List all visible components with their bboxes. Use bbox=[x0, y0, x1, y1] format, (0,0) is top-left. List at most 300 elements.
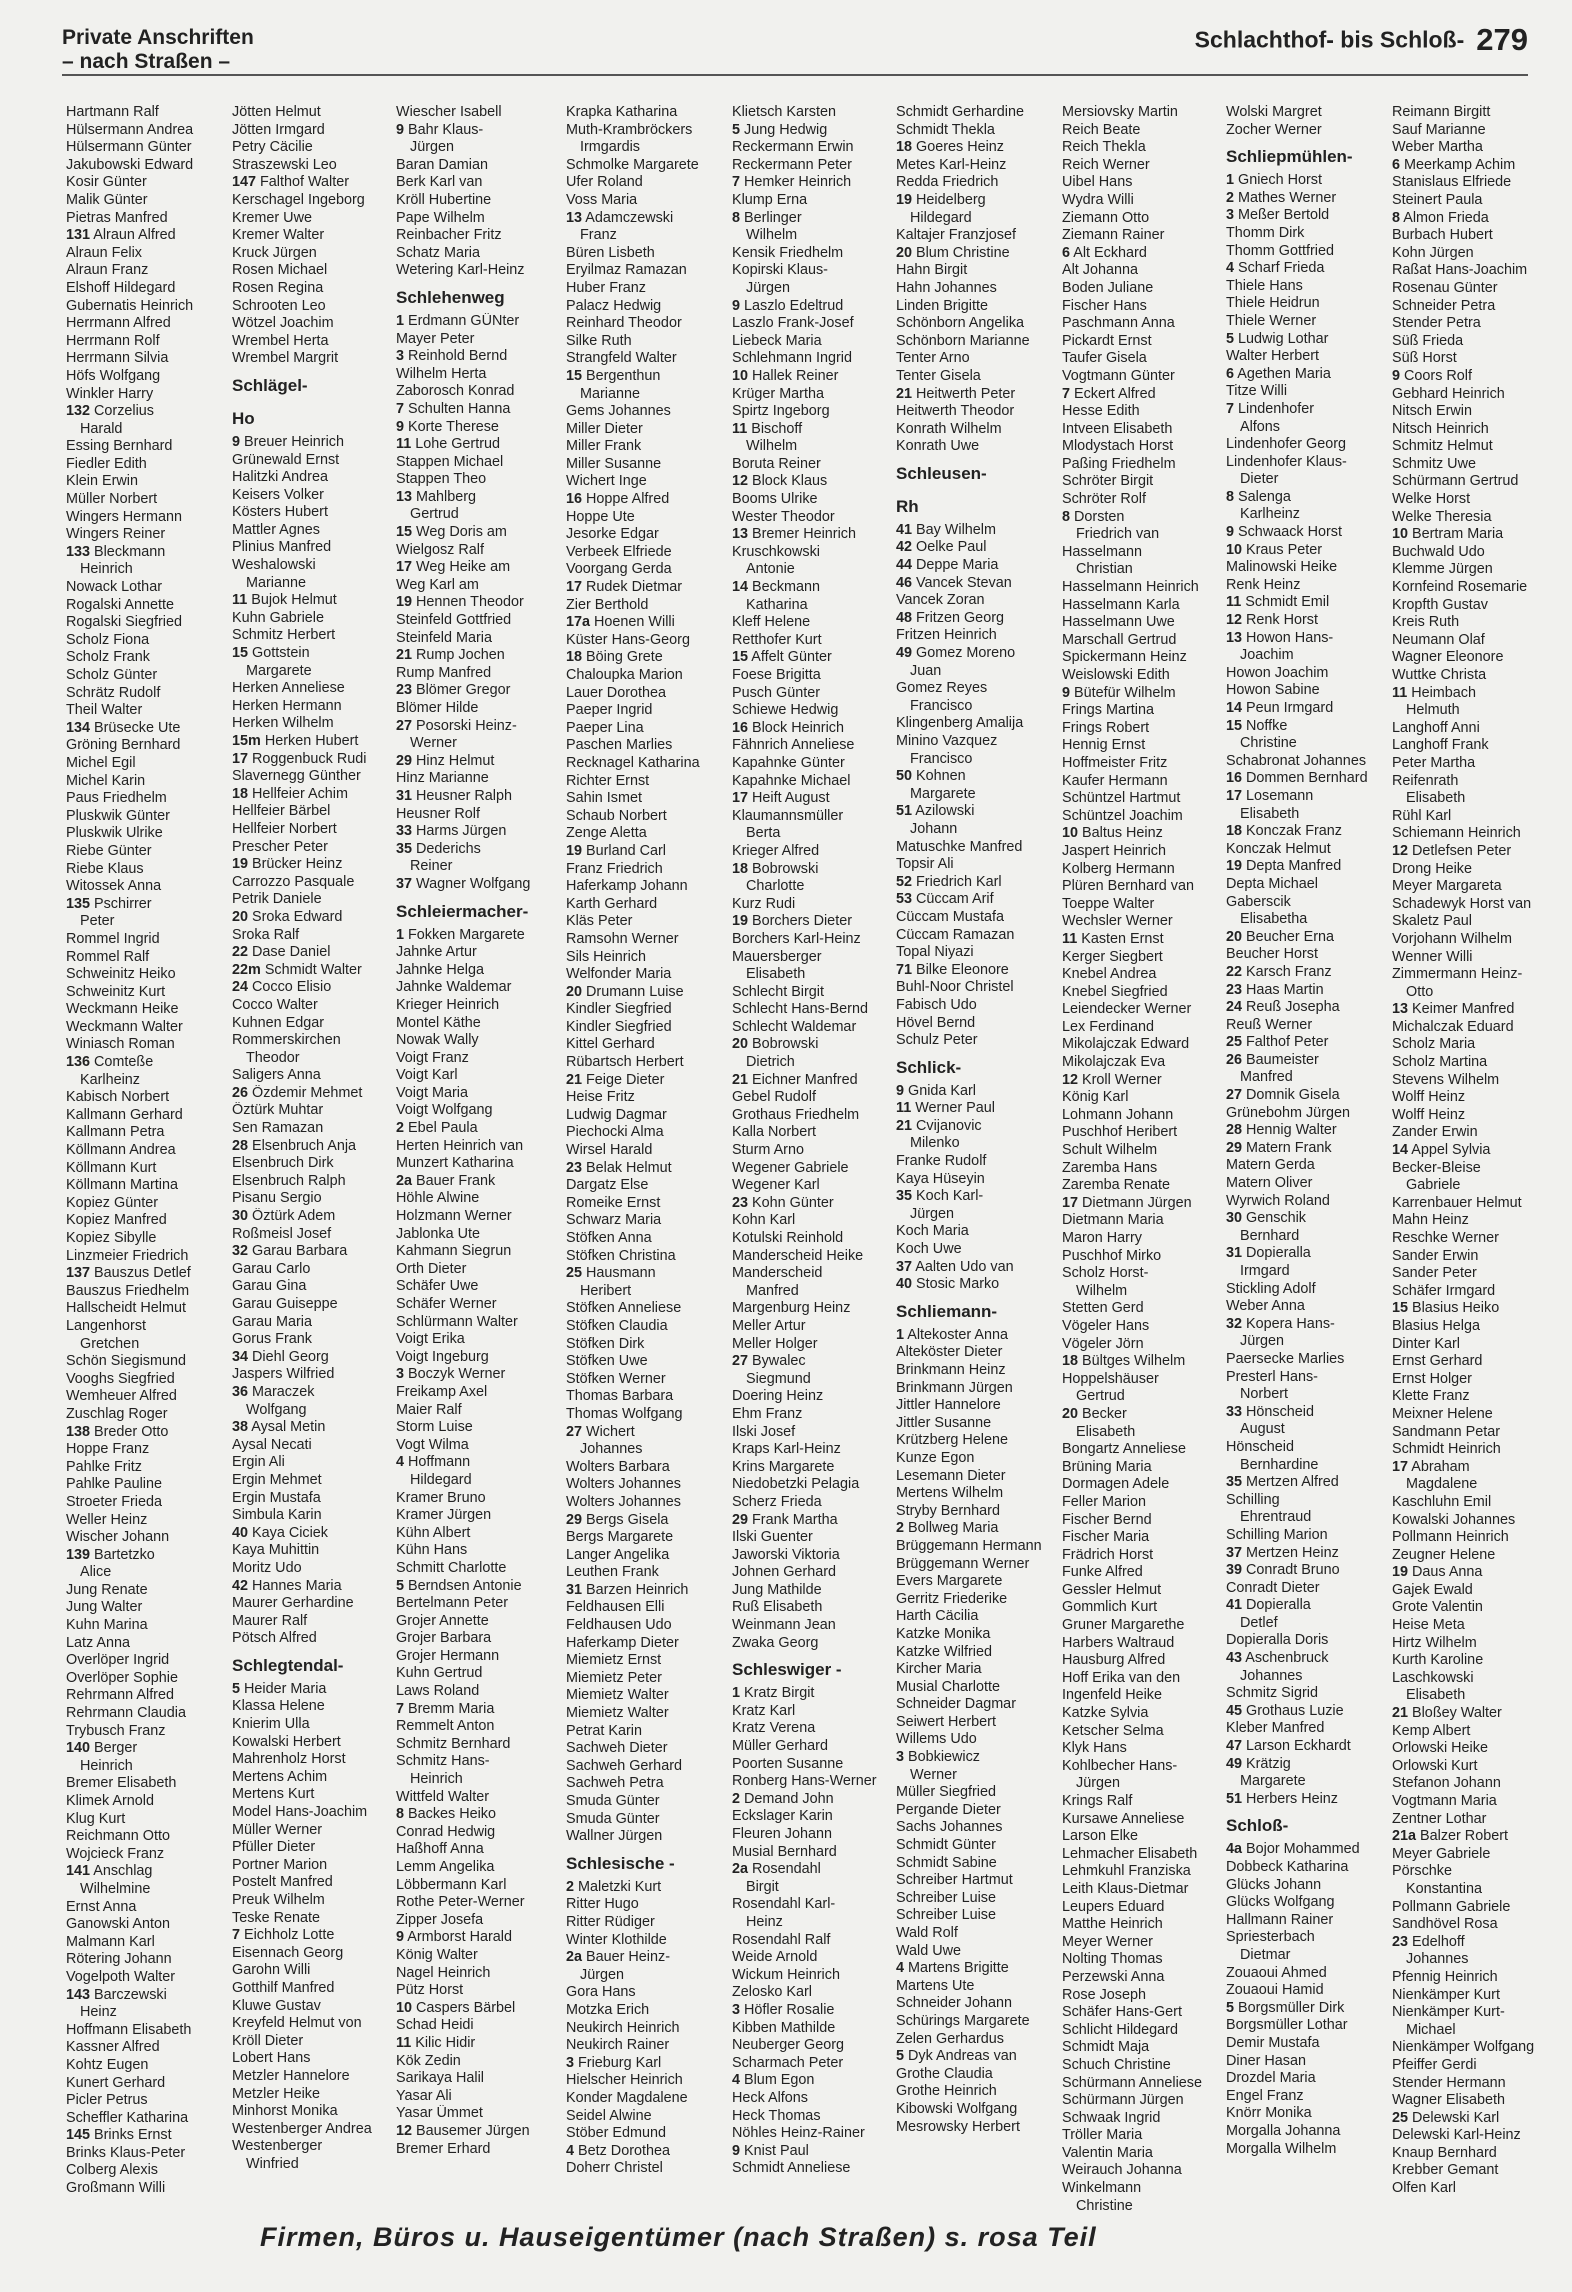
resident-entry bbox=[1392, 1723, 1536, 1741]
resident-name: Bremer Heinrich bbox=[752, 526, 856, 543]
resident-name: Garau Guiseppe bbox=[232, 1296, 338, 1312]
resident-entry bbox=[1392, 2145, 1536, 2163]
resident-entry bbox=[732, 1142, 892, 1160]
resident-entry bbox=[896, 2031, 1056, 2049]
resident-name: Winiasch Roman bbox=[66, 1036, 175, 1053]
resident-name: Aalten Udo van bbox=[915, 1258, 1014, 1275]
resident-entry bbox=[1392, 2039, 1536, 2057]
house-number: 8 bbox=[1392, 209, 1401, 226]
resident-entry bbox=[566, 1793, 726, 1811]
resident-entry bbox=[232, 1226, 392, 1244]
resident-name: Scholz Martina bbox=[1392, 1054, 1488, 1071]
resident-name: Gretchen bbox=[80, 1335, 140, 1352]
resident-entry bbox=[732, 1300, 892, 1318]
resident-name: Petry Cäcilie bbox=[232, 139, 313, 156]
resident-name: Simbula Karin bbox=[232, 1507, 322, 1524]
resident-name: Pschirrer bbox=[94, 895, 152, 912]
resident-name: Stryby Bernhard bbox=[896, 1502, 1000, 1519]
resident-entry bbox=[566, 2143, 726, 2161]
resident-name: Bergs Margarete bbox=[566, 1529, 674, 1546]
resident-entry bbox=[732, 2160, 892, 2178]
resident-entry bbox=[896, 350, 1056, 368]
resident-entry bbox=[66, 861, 226, 879]
resident-entry bbox=[1226, 1841, 1386, 1859]
resident-name: Dopieralla Doris bbox=[1226, 1632, 1329, 1649]
resident-name: Knebel Siegfried bbox=[1062, 983, 1168, 1000]
resident-name: Hoppe Franz bbox=[66, 1441, 150, 1458]
resident-name: Neuberger Georg bbox=[732, 2037, 844, 2054]
resident-entry bbox=[232, 1734, 392, 1752]
resident-name: Fleuren Johann bbox=[732, 1826, 833, 1842]
resident-name: Dobbeck Katharina bbox=[1226, 1859, 1349, 1875]
resident-entry bbox=[1226, 1650, 1386, 1668]
resident-name: Glücks Wolfgang bbox=[1226, 1894, 1335, 1911]
resident-name: Ergin Mehmet bbox=[232, 1471, 322, 1488]
resident-name: Musial Charlotte bbox=[896, 1678, 1000, 1695]
resident-entry bbox=[896, 1415, 1056, 1433]
resident-entry bbox=[1392, 1617, 1536, 1635]
resident-name: Halitzki Andrea bbox=[232, 469, 328, 486]
resident-name: Meyer Gabriele bbox=[1392, 1845, 1491, 1862]
house-number: 16 bbox=[1226, 770, 1243, 787]
resident-entry bbox=[566, 1758, 726, 1776]
resident-entry bbox=[732, 104, 892, 122]
resident-name: Petrik Daniele bbox=[232, 891, 322, 908]
resident-name: Sroka Edward bbox=[252, 908, 343, 925]
resident-name: Slavernegg Günther bbox=[232, 768, 361, 785]
resident-name: Franz bbox=[580, 227, 617, 244]
resident-entry bbox=[1062, 1987, 1222, 2005]
resident-entry bbox=[1392, 843, 1536, 861]
resident-name: Thomas Wolfgang bbox=[566, 1405, 683, 1422]
resident-name: Picler Petrus bbox=[66, 2092, 148, 2109]
resident-name: Haferkamp Dieter bbox=[566, 1634, 679, 1651]
resident-entry bbox=[896, 1784, 1056, 1802]
resident-entry bbox=[1392, 122, 1536, 140]
resident-entry bbox=[66, 157, 226, 175]
resident-entry bbox=[566, 1230, 726, 1248]
resident-entry bbox=[566, 491, 726, 509]
resident-name: Dopieralla bbox=[1246, 1597, 1311, 1614]
resident-name: Schlecht Hans-Bernd bbox=[732, 1001, 868, 1018]
resident-name: Schlürmann Walter bbox=[396, 1313, 518, 1330]
resident-entry bbox=[566, 702, 726, 720]
resident-entry bbox=[732, 1967, 892, 1985]
resident-name: Brinks Klaus-Peter bbox=[66, 2144, 186, 2161]
house-number: 37 bbox=[1226, 1544, 1243, 1561]
resident-name: Feller Marion bbox=[1062, 1493, 1146, 1510]
resident-entry bbox=[1226, 366, 1386, 384]
resident-name: Muth-Krambröckers bbox=[566, 121, 693, 138]
resident-name: Heinz bbox=[80, 2004, 117, 2021]
resident-entry bbox=[66, 1195, 226, 1213]
resident-entry bbox=[1062, 1177, 1222, 1195]
resident-name: Schmidt Anneliese bbox=[732, 2160, 851, 2177]
resident-entry bbox=[566, 2160, 726, 2178]
resident-name: Katzke Monika bbox=[896, 1625, 991, 1642]
resident-entry bbox=[1226, 2053, 1386, 2071]
resident-name: Wilhelmine bbox=[80, 1880, 151, 1897]
resident-entry bbox=[396, 122, 556, 140]
resident-name: Laschkowski bbox=[1392, 1669, 1474, 1686]
resident-entry bbox=[1226, 260, 1386, 278]
resident-name: Schröter Birgit bbox=[1062, 473, 1154, 490]
resident-name: Hellfeier Bärbel bbox=[232, 803, 331, 820]
resident-name: Grothe Heinrich bbox=[896, 2083, 997, 2100]
house-number: 23 bbox=[396, 682, 413, 699]
resident-name: Grojer Barbara bbox=[396, 1630, 492, 1647]
resident-entry bbox=[66, 315, 226, 333]
resident-name: Klingenberg Amalija bbox=[896, 715, 1024, 732]
house-number: 15 bbox=[1226, 717, 1243, 734]
resident-entry bbox=[1062, 790, 1222, 808]
resident-name: Cüccam Arif bbox=[916, 891, 994, 908]
resident-name: Block Heinrich bbox=[752, 719, 844, 736]
resident-entry bbox=[566, 561, 726, 579]
resident-entry bbox=[232, 1120, 392, 1138]
resident-entry bbox=[232, 1910, 392, 1928]
resident-entry bbox=[66, 1160, 226, 1178]
resident-name: Doherr Christel bbox=[566, 2160, 663, 2177]
resident-name: Schmidt Walter bbox=[264, 961, 362, 978]
resident-entry bbox=[66, 298, 226, 316]
resident-name: Hildegard bbox=[410, 1471, 472, 1488]
resident-entry bbox=[232, 680, 392, 698]
resident-name: Schüntzel Hartmut bbox=[1062, 790, 1181, 807]
resident-name: Blasius Heiko bbox=[1412, 1300, 1500, 1317]
resident-name: Wilhelm bbox=[746, 438, 798, 455]
resident-entry bbox=[1062, 456, 1222, 474]
name-continuation bbox=[396, 735, 556, 753]
resident-name: Kalla Norbert bbox=[732, 1124, 816, 1141]
resident-name: Lindenhofer Georg bbox=[1226, 436, 1347, 453]
resident-entry bbox=[1392, 931, 1536, 949]
resident-entry bbox=[1062, 966, 1222, 984]
house-number: 143 bbox=[66, 1986, 91, 2003]
name-continuation bbox=[1226, 647, 1386, 665]
resident-name: Weg Heike am bbox=[416, 559, 511, 576]
resident-entry bbox=[396, 1806, 556, 1824]
resident-entry bbox=[896, 522, 1056, 540]
resident-entry bbox=[1226, 1140, 1386, 1158]
resident-name: Musial Bernhard bbox=[732, 1843, 837, 1860]
house-number: 13 bbox=[396, 488, 413, 505]
resident-entry bbox=[566, 1512, 726, 1530]
resident-name: Reinhard Theodor bbox=[566, 315, 682, 332]
resident-entry bbox=[896, 733, 1056, 751]
resident-name: Borchers Dieter bbox=[752, 913, 852, 930]
resident-entry bbox=[896, 1397, 1056, 1415]
resident-name: Evers Margarete bbox=[896, 1573, 1003, 1590]
resident-entry bbox=[566, 1212, 726, 1230]
resident-name: Brüning Maria bbox=[1062, 1458, 1152, 1475]
house-number: 40 bbox=[896, 1276, 913, 1293]
resident-entry bbox=[732, 913, 892, 931]
resident-name: Bay Wilhelm bbox=[916, 521, 996, 538]
resident-entry bbox=[1226, 1685, 1386, 1703]
resident-entry bbox=[896, 1259, 1056, 1277]
resident-entry bbox=[566, 2020, 726, 2038]
resident-entry bbox=[896, 1661, 1056, 1679]
house-number: 3 bbox=[396, 348, 405, 365]
resident-name: Karsch Franz bbox=[1246, 963, 1332, 980]
resident-name: Fähnrich Anneliese bbox=[732, 737, 855, 754]
resident-name: Stender Hermann bbox=[1392, 2074, 1506, 2091]
resident-name: Ernst Gerhard bbox=[1392, 1353, 1483, 1370]
resident-entry bbox=[66, 438, 226, 456]
resident-name: Hoffmann bbox=[408, 1454, 471, 1471]
resident-name: Koch Maria bbox=[896, 1223, 969, 1240]
resident-entry bbox=[732, 1791, 892, 1809]
resident-name: Hülsermann Günter bbox=[66, 139, 192, 156]
resident-name: Paßing Friedhelm bbox=[1062, 455, 1176, 472]
resident-name: Konczak Helmut bbox=[1226, 840, 1331, 857]
resident-name: Stroeter Frieda bbox=[66, 1493, 162, 1510]
resident-entry bbox=[1062, 1687, 1222, 1705]
resident-name: Yasar Ali bbox=[396, 2087, 452, 2104]
resident-entry bbox=[396, 1437, 556, 1455]
resident-entry bbox=[732, 192, 892, 210]
resident-name: Scheffler Katharina bbox=[66, 2109, 189, 2126]
resident-name: Süß Horst bbox=[1392, 350, 1457, 367]
resident-name: Recknagel Katharina bbox=[566, 754, 700, 771]
resident-name: Borgsmüller Lothar bbox=[1226, 2017, 1348, 2034]
resident-name: Kunert Gerhard bbox=[66, 2074, 166, 2091]
house-number: 140 bbox=[66, 1740, 91, 1757]
resident-name: Peun Irmgard bbox=[1246, 700, 1334, 716]
house-number: 9 bbox=[1392, 367, 1401, 384]
resident-name: Miemietz Walter bbox=[566, 1705, 669, 1722]
resident-name: Hallmann Rainer bbox=[1226, 1911, 1334, 1928]
resident-name: Diner Hasan bbox=[1226, 2052, 1306, 2069]
resident-entry bbox=[732, 984, 892, 1002]
resident-entry bbox=[1392, 315, 1536, 333]
resident-entry bbox=[566, 1811, 726, 1829]
resident-name: Koch Uwe bbox=[896, 1241, 962, 1258]
resident-entry bbox=[1226, 999, 1386, 1017]
resident-name: Gröning Bernhard bbox=[66, 737, 181, 754]
resident-entry bbox=[1226, 1122, 1386, 1140]
resident-name: Metzler Heike bbox=[232, 2085, 320, 2102]
resident-name: Rommel Ingrid bbox=[66, 930, 160, 947]
directory-column bbox=[1226, 104, 1386, 2158]
resident-entry bbox=[566, 1582, 726, 1600]
resident-entry bbox=[1392, 1195, 1536, 1213]
resident-name: Bauszus Detlef bbox=[94, 1265, 191, 1282]
house-number: 138 bbox=[66, 1423, 91, 1440]
resident-name: Linzmeier Friedrich bbox=[66, 1247, 189, 1264]
resident-entry bbox=[566, 1177, 726, 1195]
house-number: 137 bbox=[66, 1265, 91, 1282]
resident-name: Elisabetha bbox=[1240, 911, 1308, 928]
resident-entry bbox=[396, 383, 556, 401]
resident-entry bbox=[1392, 1652, 1536, 1670]
resident-name: Meller Artur bbox=[732, 1317, 806, 1334]
resident-entry bbox=[1062, 1547, 1222, 1565]
resident-name: Demand John bbox=[744, 1790, 834, 1807]
resident-entry bbox=[1062, 649, 1222, 667]
resident-name: Diehl Georg bbox=[252, 1348, 329, 1365]
resident-entry bbox=[1062, 2127, 1222, 2145]
resident-name: Kapahnke Günter bbox=[732, 754, 845, 771]
resident-entry bbox=[232, 1892, 392, 1910]
resident-name: Weinmann Jean bbox=[732, 1617, 836, 1634]
resident-entry bbox=[896, 1819, 1056, 1837]
name-continuation bbox=[566, 227, 726, 245]
resident-name: Rose Joseph bbox=[1062, 1986, 1146, 2003]
resident-entry bbox=[896, 262, 1056, 280]
resident-entry bbox=[566, 931, 726, 949]
resident-entry bbox=[566, 1740, 726, 1758]
resident-name: Wötzel Joachim bbox=[232, 315, 334, 332]
resident-name: Elsenbruch Anja bbox=[252, 1137, 357, 1154]
resident-name: Weg Karl am bbox=[396, 576, 479, 593]
resident-name: Reuß Werner bbox=[1226, 1016, 1313, 1033]
resident-entry bbox=[396, 997, 556, 1015]
resident-entry bbox=[1392, 509, 1536, 527]
resident-entry bbox=[1062, 1758, 1222, 1776]
resident-entry bbox=[396, 753, 556, 771]
house-number: 16 bbox=[732, 719, 749, 736]
house-number: 10 bbox=[1392, 526, 1409, 543]
resident-name: Posorski Heinz- bbox=[416, 717, 517, 734]
resident-name: Manfred bbox=[1240, 1069, 1293, 1086]
resident-entry bbox=[732, 315, 892, 333]
resident-entry bbox=[396, 1155, 556, 1173]
street-heading: Schloß- bbox=[1226, 1816, 1289, 1836]
resident-name: Schult Wilhelm bbox=[1062, 1142, 1158, 1159]
resident-entry bbox=[566, 2002, 726, 2020]
resident-entry bbox=[1062, 913, 1222, 931]
resident-entry bbox=[1062, 157, 1222, 175]
resident-name: Dietmann Jürgen bbox=[1082, 1194, 1192, 1211]
name-continuation bbox=[66, 421, 226, 439]
resident-entry bbox=[1392, 139, 1536, 157]
resident-entry bbox=[1392, 1054, 1536, 1072]
resident-entry bbox=[896, 2066, 1056, 2084]
resident-entry bbox=[232, 1578, 392, 1596]
resident-entry bbox=[396, 1701, 556, 1719]
house-number: 6 bbox=[1392, 156, 1401, 173]
directory-column bbox=[1062, 104, 1222, 2214]
resident-entry bbox=[232, 1630, 392, 1648]
resident-name: Affelt Günter bbox=[751, 649, 832, 666]
resident-entry bbox=[66, 1265, 226, 1283]
resident-entry bbox=[732, 1582, 892, 1600]
resident-name: Agethen Maria bbox=[1237, 365, 1331, 382]
house-number: 25 bbox=[1392, 2109, 1409, 2126]
resident-name: Theil Walter bbox=[66, 702, 143, 719]
resident-name: Renk Horst bbox=[1246, 612, 1318, 629]
house-number: 30 bbox=[232, 1208, 249, 1225]
resident-name: Johann bbox=[910, 820, 958, 837]
resident-entry bbox=[396, 1841, 556, 1859]
house-number: 31 bbox=[396, 787, 413, 804]
resident-entry bbox=[232, 227, 392, 245]
resident-name: Welke Theresia bbox=[1392, 508, 1492, 525]
resident-entry bbox=[1062, 1793, 1222, 1811]
resident-name: Hallek Reiner bbox=[752, 367, 839, 384]
resident-entry bbox=[1392, 1846, 1536, 1864]
resident-entry bbox=[396, 1648, 556, 1666]
resident-entry bbox=[566, 1300, 726, 1318]
resident-name: Latz Anna bbox=[66, 1634, 131, 1651]
resident-entry bbox=[1392, 1441, 1536, 1459]
resident-name: Wiescher Isabell bbox=[396, 104, 502, 120]
resident-name: Anschlag bbox=[93, 1863, 153, 1880]
house-number: 7 bbox=[1062, 385, 1071, 402]
resident-name: Yasar Ümmet bbox=[396, 2105, 483, 2122]
resident-entry bbox=[66, 825, 226, 843]
name-continuation bbox=[232, 663, 392, 681]
resident-entry bbox=[732, 1318, 892, 1336]
resident-name: Wallner Jürgen bbox=[566, 1828, 663, 1845]
house-number: 32 bbox=[232, 1243, 249, 1260]
resident-name: Schröter Rolf bbox=[1062, 491, 1146, 508]
house-number: 20 bbox=[896, 244, 913, 261]
resident-entry bbox=[732, 1494, 892, 1512]
resident-name: Kohn Günter bbox=[752, 1194, 834, 1211]
house-number: 5 bbox=[896, 2048, 905, 2065]
resident-entry bbox=[896, 575, 1056, 593]
street-heading: Schleiermacher- bbox=[396, 901, 529, 921]
resident-name: Manderscheid bbox=[732, 1265, 823, 1282]
resident-name: Intveen Elisabeth bbox=[1062, 420, 1173, 437]
resident-name: Delewski Karl-Heinz bbox=[1392, 2127, 1521, 2144]
resident-name: Model Hans-Joachim bbox=[232, 1804, 368, 1821]
resident-entry bbox=[896, 680, 1056, 698]
resident-entry bbox=[66, 210, 226, 228]
resident-name: Schwaack Horst bbox=[1238, 524, 1342, 541]
resident-name: Mahlberg bbox=[416, 488, 477, 505]
resident-entry bbox=[232, 2050, 392, 2068]
house-number: 30 bbox=[1226, 1210, 1243, 1227]
resident-name: Seidel Alwine bbox=[566, 2107, 652, 2124]
resident-name: Schneider Petra bbox=[1392, 297, 1496, 314]
resident-entry bbox=[732, 1036, 892, 1054]
resident-entry bbox=[896, 1978, 1056, 1996]
resident-entry bbox=[1062, 755, 1222, 773]
resident-name: Bujok Helmut bbox=[251, 592, 337, 609]
resident-name: Thiele Hans bbox=[1226, 277, 1303, 294]
resident-entry bbox=[396, 823, 556, 841]
resident-entry bbox=[396, 2000, 556, 2018]
resident-name: Almon Frieda bbox=[1403, 209, 1489, 226]
resident-entry bbox=[1062, 438, 1222, 456]
resident-name: Lindenhofer Klaus- bbox=[1226, 453, 1347, 470]
resident-name: Steinfeld Gottfried bbox=[396, 612, 512, 629]
resident-entry bbox=[396, 192, 556, 210]
resident-entry bbox=[1392, 1547, 1536, 1565]
resident-name: Francisco bbox=[910, 697, 973, 714]
resident-entry bbox=[66, 1406, 226, 1424]
resident-entry bbox=[566, 104, 726, 122]
resident-entry bbox=[566, 614, 726, 632]
resident-entry bbox=[1392, 632, 1536, 650]
resident-entry bbox=[566, 298, 726, 316]
resident-entry bbox=[1392, 1564, 1536, 1582]
resident-entry bbox=[732, 1072, 892, 1090]
resident-name: Puschhof Mirko bbox=[1062, 1247, 1162, 1264]
resident-entry bbox=[1062, 1124, 1222, 1142]
resident-name: Kopera Hans- bbox=[1246, 1315, 1335, 1332]
resident-entry bbox=[232, 192, 392, 210]
resident-entry bbox=[396, 1243, 556, 1261]
resident-entry bbox=[1062, 931, 1222, 949]
resident-name: Schmitz Bernhard bbox=[396, 1735, 511, 1752]
resident-entry bbox=[396, 2141, 556, 2159]
resident-name: Pergande Dieter bbox=[896, 1801, 1001, 1818]
